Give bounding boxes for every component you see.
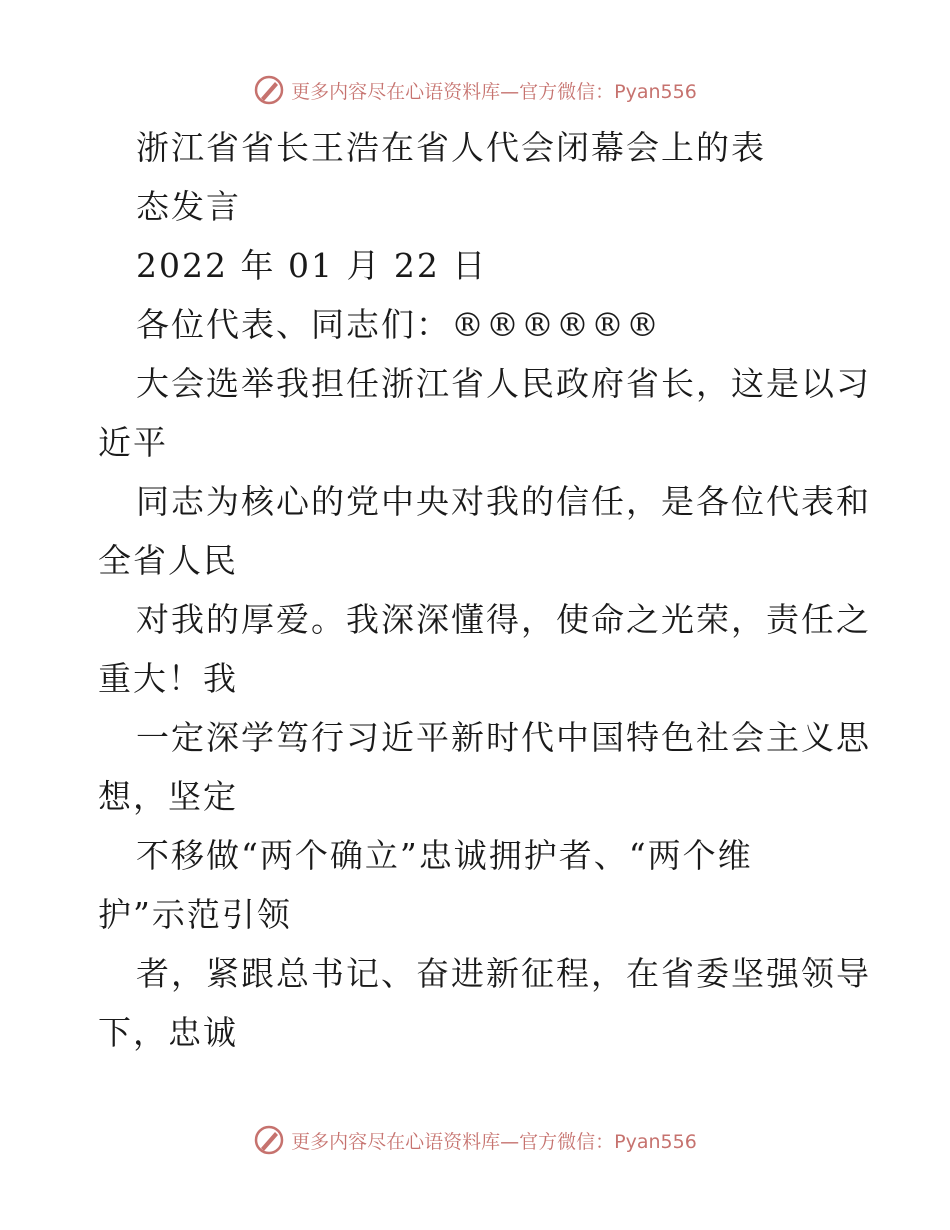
- header-watermark: [0, 74, 950, 106]
- footer-watermark: [0, 1124, 950, 1156]
- text-line: 2022 年 01 月 22 日: [136, 246, 488, 285]
- text-line: 者，紧跟总书记、奋进新征程，在省委坚强领导: [136, 954, 871, 993]
- text-line: 浙江省省长王浩在省人代会闭幕会上的表: [136, 128, 766, 167]
- text-line: 不移做“两个确立”忠诚拥护者、“两个维: [136, 836, 753, 875]
- text-line: 重大！我: [98, 659, 238, 698]
- pen-logo-icon: [253, 74, 285, 106]
- text-line: 一定深学笃行习近平新时代中国特色社会主义思: [136, 718, 871, 757]
- text-line: 对我的厚爱。我深深懂得，使命之光荣，责任之: [136, 600, 871, 639]
- text-line: 各位代表、同志们：®®®®®®: [136, 305, 661, 344]
- document-body: [98, 118, 871, 1062]
- text-line: 全省人民: [98, 541, 238, 580]
- text-line: 近平: [98, 423, 168, 462]
- text-line: 护”示范引领: [98, 895, 292, 934]
- text-line: 同志为核心的党中央对我的信任，是各位代表和: [136, 482, 871, 521]
- text-line: 大会选举我担任浙江省人民政府省长，这是以习: [136, 364, 871, 403]
- text-line: 想，坚定: [98, 777, 238, 816]
- footer-watermark-text: 更多内容尽在心语资料库—官方微信：Pyan556: [291, 1130, 697, 1153]
- text-line: 态发言: [136, 187, 241, 226]
- text-line: 下，忠诚: [98, 1013, 238, 1052]
- header-watermark-text: 更多内容尽在心语资料库—官方微信：Pyan556: [291, 80, 697, 103]
- pen-logo-icon: [253, 1124, 285, 1156]
